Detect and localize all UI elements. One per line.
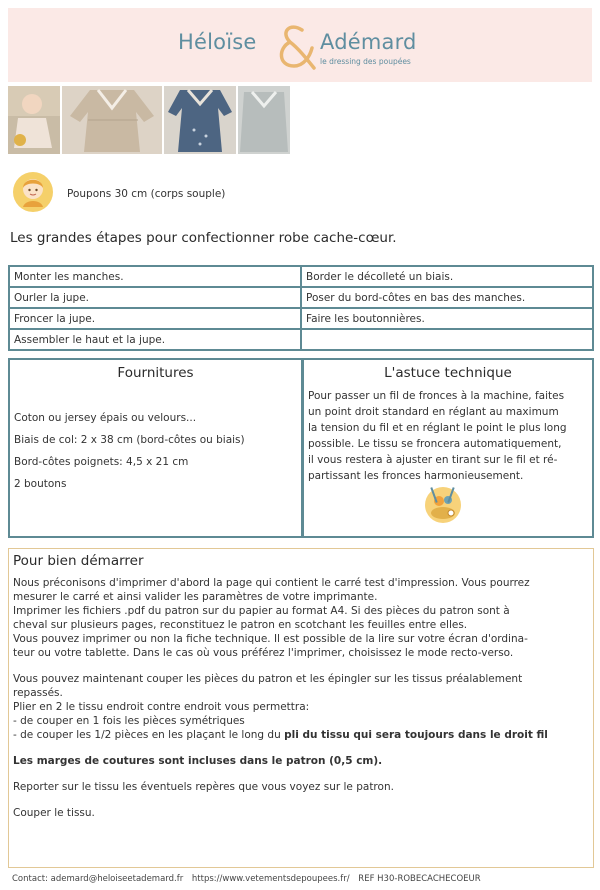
ampersand-logo-icon [272,22,318,74]
brand-name-right: Adémard [320,30,417,54]
steps-table [8,265,594,351]
supply-item: 2 boutons [14,478,67,490]
paragraph-line: Reporter sur le tissu les éventuels repères que vous voyez sur le patron. [13,781,394,793]
doll-face-icon [12,171,54,213]
supply-item: Bord-côtes poignets: 4,5 x 21 cm [14,456,189,468]
step-cell: Ourler la jupe. [9,287,301,308]
tip-line: la tension du fil et en réglant le point le plus long [308,422,567,434]
paragraph-line: Nous préconisons d'imprimer d'abord la page qui contient le carré test d'impression. Vous pourrez [13,577,530,589]
tip-line: il vous restera à ajuster en tirant sur le fil et ré- [308,454,558,466]
tip-line: un point droit standard en réglant au maximum [308,406,559,418]
tip-line: partissant les fronces harmonieusement. [308,470,524,482]
paragraph-line-text: - de couper les 1/2 pièces en les plaçant le long du [13,729,285,741]
supply-item: Biais de col: 2 x 38 cm (bord-côtes ou biais) [14,434,245,446]
table-row [9,287,593,308]
paragraph-line [13,728,587,742]
step-cell: Faire les boutonnières. [301,308,593,329]
supplies-heading: Fournitures [117,365,194,381]
doll-size-label: Poupons 30 cm (corps souple) [67,188,226,200]
seam-allowance-note: Les marges de coutures sont incluses dans le patron (0,5 cm). [13,755,383,767]
grain-line-emphasis: pli du tissu qui sera toujours dans le droit fil [284,729,548,741]
tip-text [308,388,586,484]
website-link[interactable]: https://www.vetementsdepoupees.fr/ [191,874,350,884]
tip-box [302,358,594,538]
table-row [9,308,593,329]
paragraph-line: Vous pouvez imprimer ou non la fiche technique. Il est possible de la lire sur votre écran d'ordina- [13,633,528,645]
step-cell: Monter les manches. [9,266,301,287]
table-row [9,329,593,350]
getting-started-box [8,548,594,868]
product-photo-3 [164,86,236,154]
tip-line: Pour passer un fil de fronces à la machine, faites [308,390,565,402]
step-cell: Froncer la jupe. [9,308,301,329]
table-row [9,266,593,287]
brand-name-left: Héloïse [178,30,257,54]
brand-tagline: le dressing des poupées [320,57,411,66]
sewing-tools-icon [423,483,463,525]
product-photo-4 [238,86,290,154]
tip-line: possible. Le tissu se froncera automatiquement, [308,438,562,450]
paragraph-line: teur ou votre tablette. Dans le cas où vous préférez l'imprimer, choisissez le mode recto-verso. [13,647,514,659]
product-photo-2 [62,86,162,154]
paragraph-line: Plier en 2 le tissu endroit contre endroit vous permettra: [13,701,310,713]
product-photo-1 [8,86,60,154]
supplies-box [8,358,303,538]
paragraph-line: Vous pouvez maintenant couper les pièces du patron et les épingler sur les tissus préalablement [13,673,523,685]
step-cell [301,329,593,350]
paragraph-line: mesurer le carré et ainsi valider les paramètres de votre imprimante. [13,591,378,603]
step-cell: Assembler le haut et la jupe. [9,329,301,350]
paragraph-line [13,604,587,618]
paragraph-line: cheval sur plusieurs pages, reconstituez le patron en scotchant les feuilles entre elles. [13,619,468,631]
header-band [8,8,592,82]
reference-code: REF H30-ROBECACHECOEUR [358,874,481,884]
paragraph-line: repassés. [13,687,63,699]
contact-email[interactable]: Contact: ademard@heloiseetademard.fr [12,874,184,884]
paragraph-line: - de couper en 1 fois les pièces symétriques [13,715,245,727]
paragraph-line: Couper le tissu. [13,807,95,819]
steps-heading: Les grandes étapes pour confectionner robe cache-cœur. [10,230,397,246]
footer [12,874,487,884]
paragraph-line-text: Imprimer les fichiers .pdf du patron sur du papier au format A4. Si des pièces du patron sont à [13,605,510,617]
step-cell: Poser du bord-côtes en bas des manches. [301,287,593,308]
tip-heading: L'astuce technique [384,365,512,381]
step-cell: Border le décolleté un biais. [301,266,593,287]
getting-started-heading: Pour bien démarrer [13,553,144,569]
supply-item: Coton ou jersey épais ou velours... [14,412,197,424]
